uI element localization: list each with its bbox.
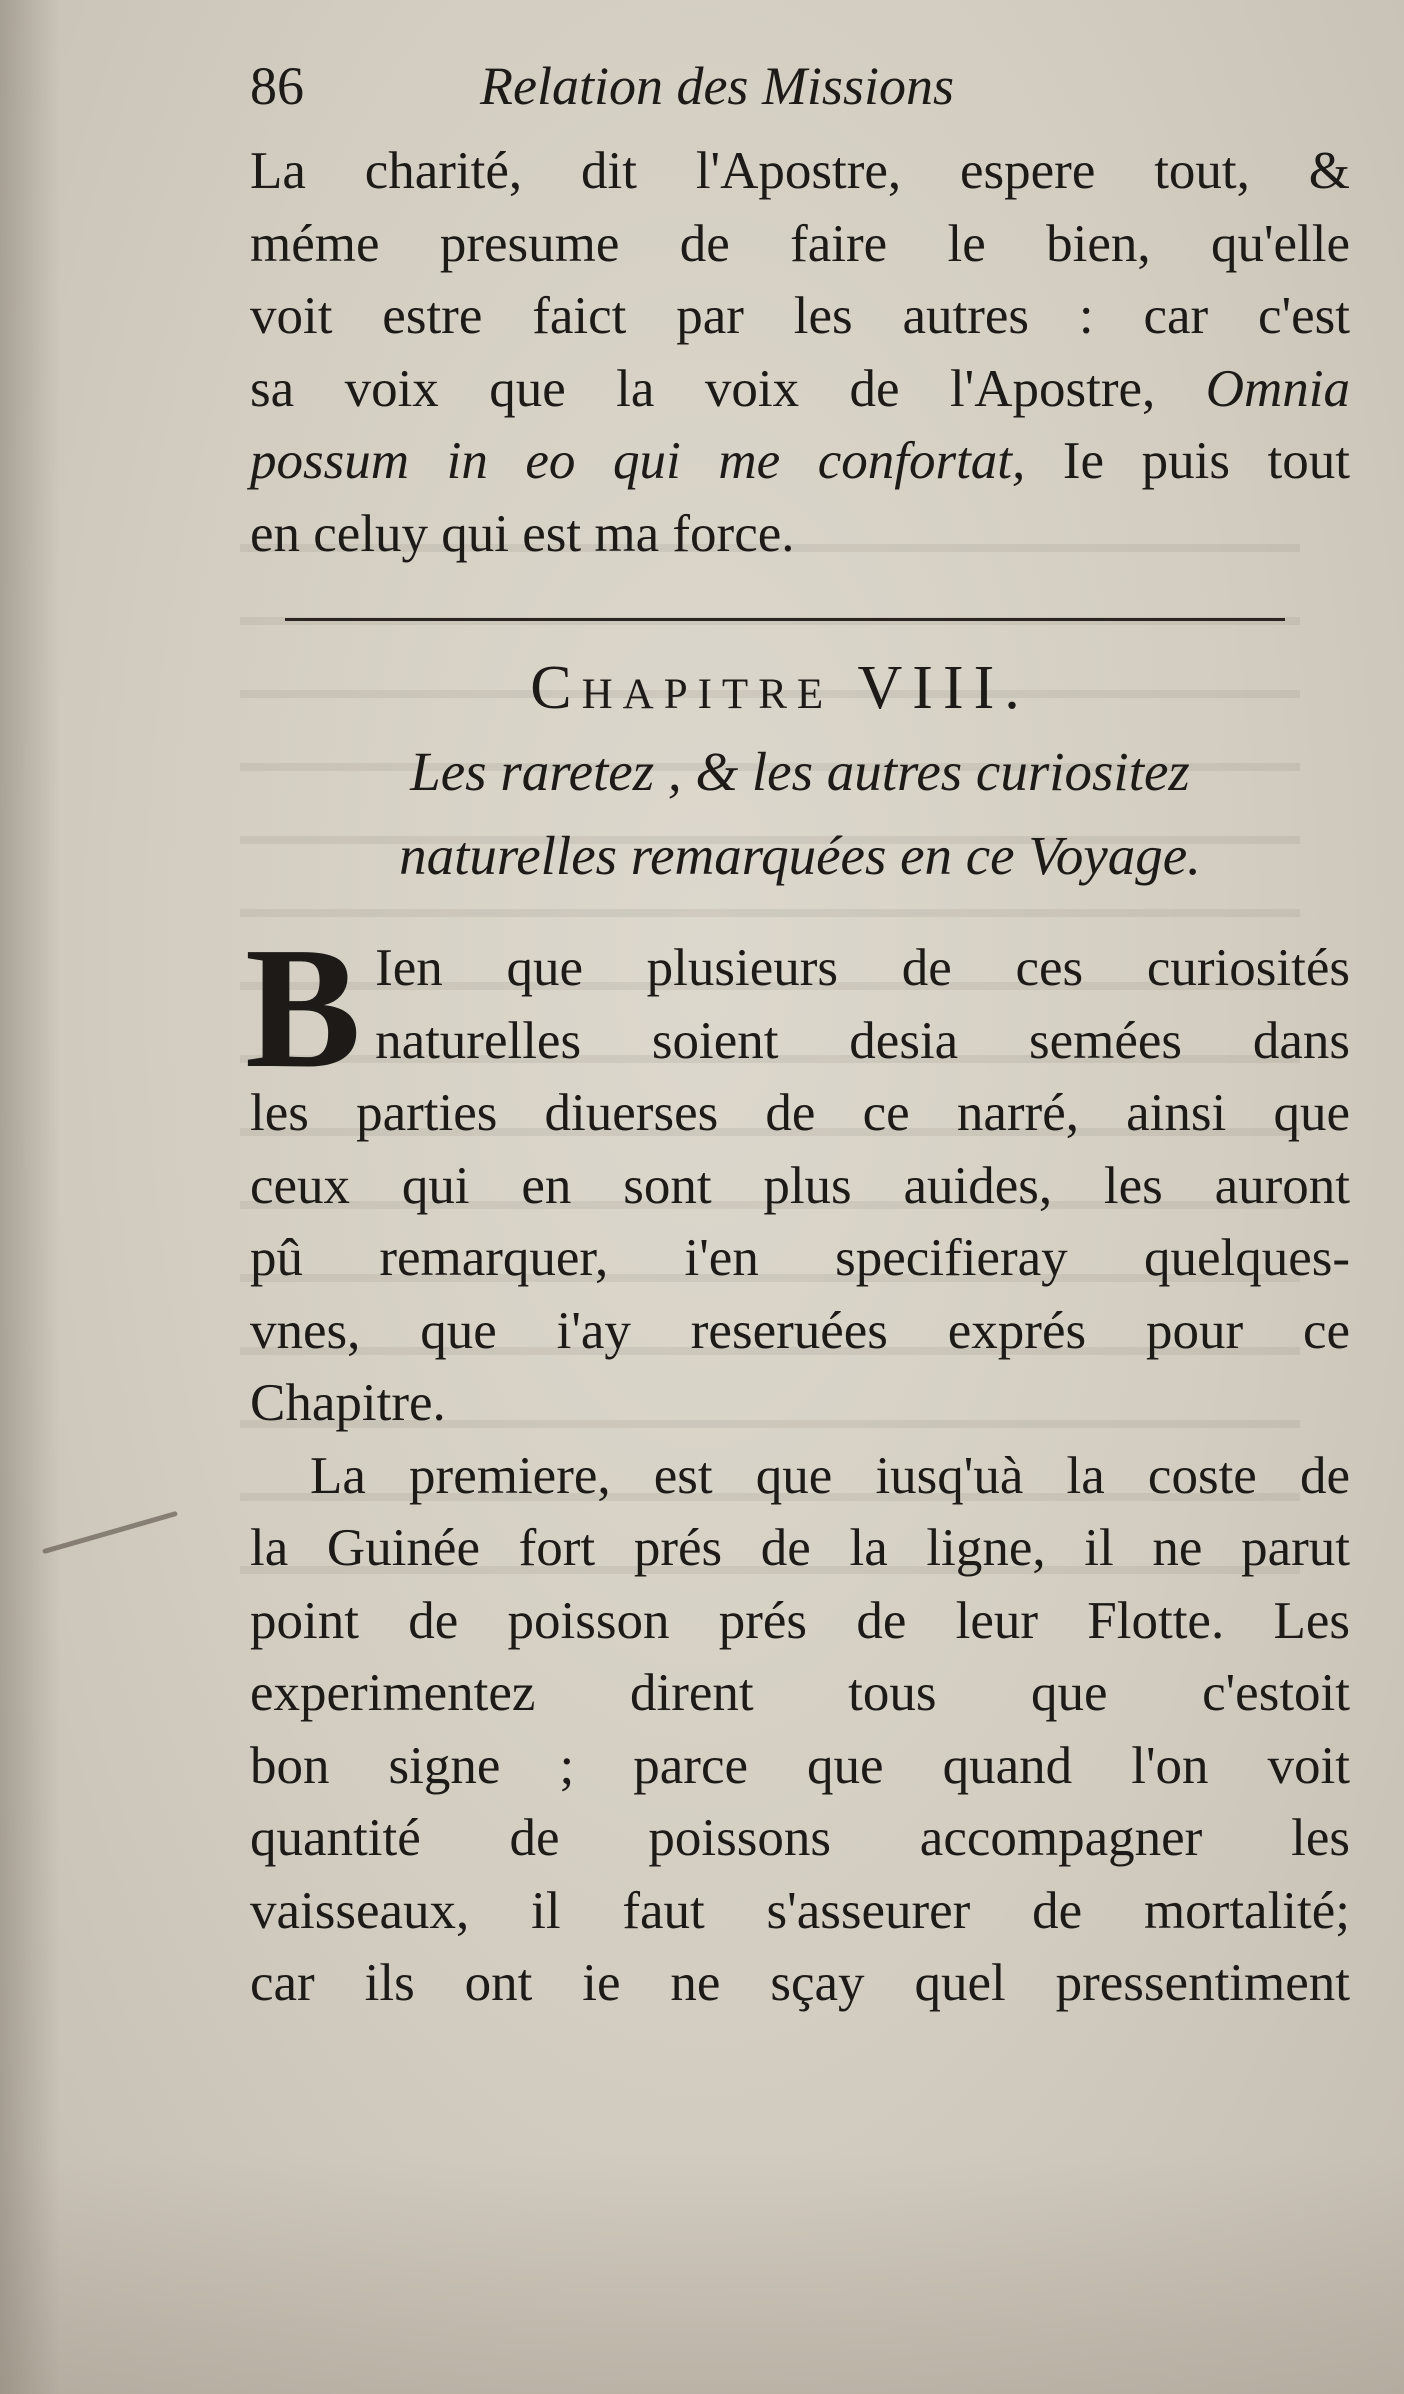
text-fragment: Ie puis tout bbox=[1062, 432, 1351, 490]
text-line: car ils ont ie ne sçay quel pressentiment bbox=[250, 1954, 1350, 2012]
running-head: Relation des Missions bbox=[480, 56, 954, 116]
text-line: la Guinée fort prés de la ligne, il ne parut bbox=[250, 1519, 1350, 1577]
pencil-mark bbox=[42, 1511, 178, 1554]
paragraph-2 bbox=[250, 1440, 1350, 2020]
text-line: en celuy qui est ma force. bbox=[250, 504, 795, 563]
text-fragment: sa voix que la voix de l'Apostre, bbox=[250, 359, 1156, 418]
gutter-shadow bbox=[0, 0, 60, 2394]
chapter-title bbox=[250, 730, 1350, 898]
top-paragraph bbox=[250, 135, 1350, 570]
paragraph-1 bbox=[245, 911, 1350, 1440]
text-line: vnes, que i'ay reseruées exprés pour ce bbox=[250, 1301, 1350, 1360]
text-line bbox=[250, 353, 1350, 426]
page-number: 86 bbox=[250, 56, 304, 116]
text-line: Ien que plusieurs de ces curiosités bbox=[375, 939, 1350, 997]
text-line: La charité, dit l'Apostre, espere tout, & bbox=[250, 142, 1350, 200]
text-block bbox=[245, 55, 1351, 2020]
section-divider bbox=[285, 618, 1285, 621]
text-line: les parties diuerses de ce narré, ainsi que bbox=[250, 1084, 1350, 1142]
text-line: naturelles soient desia semées dans bbox=[375, 1011, 1350, 1070]
text-line: point de poisson prés de leur Flotte. Les bbox=[250, 1591, 1350, 1650]
text-line: Chapitre. bbox=[250, 1374, 446, 1432]
bottom-shade bbox=[0, 2154, 1404, 2394]
text-line: experimentez dirent tous que c'estoit bbox=[250, 1664, 1350, 1722]
text-line: voit estre faict par les autres : car c'est bbox=[250, 287, 1350, 345]
latin-quote: Omnia bbox=[1205, 359, 1350, 418]
text-line: méme presume de faire le bien, qu'elle bbox=[250, 214, 1350, 273]
page-header bbox=[250, 55, 1350, 135]
text-line: vaisseaux, il faut s'asseurer de mortalité; bbox=[250, 1881, 1350, 1940]
text-line: La premiere, est que iusq'uà la coste de bbox=[310, 1446, 1350, 1505]
chapter-title-line: naturelles remarquées en ce Voyage. bbox=[399, 825, 1201, 886]
text-line: bon signe ; parce que quand l'on voit bbox=[250, 1736, 1350, 1795]
text-line: quantité de poissons accompagner les bbox=[250, 1809, 1350, 1867]
chapter-title-line: Les raretez , & les autres curiositez bbox=[410, 741, 1190, 802]
drop-cap: B bbox=[245, 911, 362, 1104]
text-line: ceux qui en sont plus auides, les auront bbox=[250, 1156, 1350, 1215]
text-line: pû remarquer, i'en specifieray quelques- bbox=[250, 1229, 1350, 1287]
latin-quote: possum in eo qui me confortat, bbox=[250, 432, 1026, 490]
chapter-heading: Chapitre VIII. bbox=[530, 654, 1030, 722]
text-line bbox=[250, 425, 1350, 498]
